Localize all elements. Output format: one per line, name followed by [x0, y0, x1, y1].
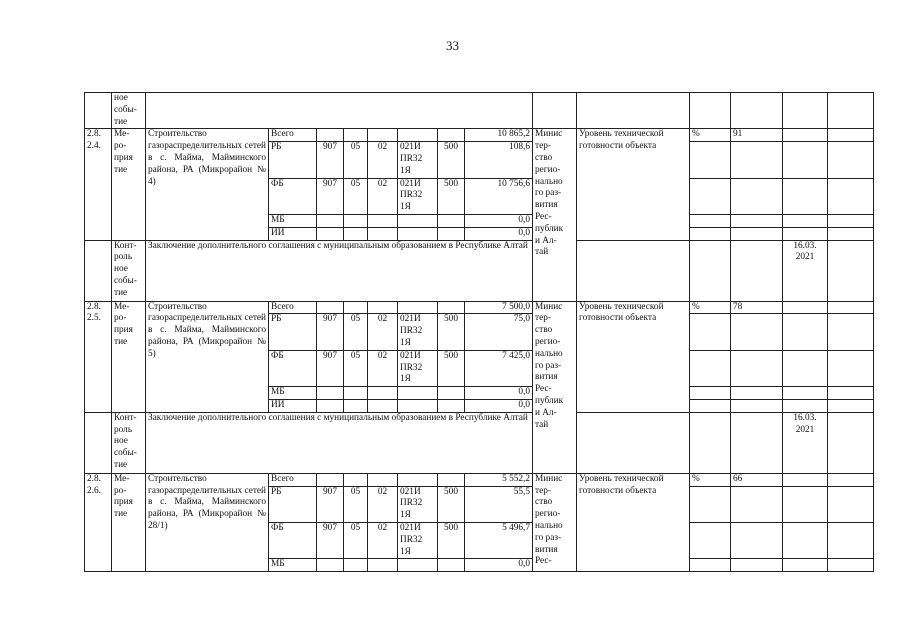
vr-cell: 500	[438, 142, 465, 178]
section-type: Ме- ро- прия тие	[112, 473, 146, 571]
source-cell: ФБ	[269, 350, 317, 386]
section-type: Ме- ро- прия тие	[112, 129, 146, 240]
grbs-cell: 907	[317, 522, 344, 558]
source-cell: ФБ	[269, 522, 317, 558]
top-fragment-type: ное собы- тие	[112, 93, 146, 129]
value-cell: 66	[731, 473, 783, 486]
sum-cell: 7 500,0	[465, 301, 533, 314]
section-name: Строительство газораспределительных сетей в с. Майма, Майминского района, РА (Микрорайон № 4)	[146, 129, 269, 240]
responsible-cell: Минис тер- ство регио- нально го раз- вития Рес-	[533, 473, 577, 571]
source-cell: РБ	[269, 486, 317, 522]
grbs-cell: 907	[317, 486, 344, 522]
rz-cell: 05	[344, 522, 368, 558]
table-row	[85, 301, 874, 314]
csr-cell: 021И ПR32 1Я	[398, 178, 438, 214]
source-cell: МБ	[269, 387, 317, 400]
section-code: 2.8. 2.6.	[85, 473, 112, 571]
sum-cell: 10 865,2	[465, 129, 533, 142]
rz-cell: 05	[344, 350, 368, 386]
event-text: Заключение дополнительного соглашения с муниципальным образованием в Республике Алтай	[146, 240, 533, 301]
event-text: Заключение дополнительного соглашения с муниципальным образованием в Республике Алтай	[146, 412, 533, 473]
responsible-cell: Минис тер- ство регио- нально го раз- вития Рес- публик и Ал- тай	[533, 129, 577, 301]
grbs-cell: 907	[317, 314, 344, 350]
pr-cell	[368, 129, 398, 142]
rz-cell	[344, 129, 368, 142]
unit-cell: %	[690, 301, 731, 314]
sum-cell: 5 552,2	[465, 473, 533, 486]
csr-cell: 021И ПR32 1Я	[398, 522, 438, 558]
pr-cell: 02	[368, 142, 398, 178]
program-table	[84, 92, 874, 572]
rz-cell: 05	[344, 314, 368, 350]
event-type: Конт- роль ное собы- тие	[112, 240, 146, 301]
csr-cell: 021И ПR32 1Я	[398, 350, 438, 386]
source-cell: ФБ	[269, 178, 317, 214]
vr-cell	[438, 129, 465, 142]
grbs-cell: 907	[317, 350, 344, 386]
grbs-cell	[317, 129, 344, 142]
indicator-cell: Уровень технической готовности объекта	[577, 301, 690, 412]
sum-cell: 10 756,6	[465, 178, 533, 214]
section-name: Строительство газораспределительных сетей в с. Майма, Майминского района, РА (Микрорайон № 5)	[146, 301, 269, 412]
section-code: 2.8. 2.4.	[85, 129, 112, 240]
sum-cell: 7 425,0	[465, 350, 533, 386]
top-fragment-row	[85, 93, 874, 129]
page-number: 33	[446, 38, 459, 53]
pr-cell: 02	[368, 522, 398, 558]
source-cell: МБ	[269, 214, 317, 227]
indicator-cell: Уровень технической готовности объекта	[577, 473, 690, 571]
unit-cell: %	[690, 129, 731, 142]
source-cell: Всего	[269, 473, 317, 486]
vr-cell: 500	[438, 486, 465, 522]
rz-cell: 05	[344, 142, 368, 178]
csr-cell	[398, 129, 438, 142]
sum-cell: 75,0	[465, 314, 533, 350]
source-cell: РБ	[269, 314, 317, 350]
value-cell: 91	[731, 129, 783, 142]
unit-cell: %	[690, 473, 731, 486]
grbs-cell: 907	[317, 142, 344, 178]
event-date: 16.03. 2021	[783, 412, 828, 473]
pr-cell: 02	[368, 314, 398, 350]
sum-cell: 0,0	[465, 399, 533, 412]
source-cell: ИИ	[269, 399, 317, 412]
source-cell: Всего	[269, 129, 317, 142]
sum-cell: 0,0	[465, 387, 533, 400]
vr-cell: 500	[438, 178, 465, 214]
table-row	[85, 473, 874, 486]
vr-cell: 500	[438, 522, 465, 558]
section-code: 2.8. 2.5.	[85, 301, 112, 412]
csr-cell: 021И ПR32 1Я	[398, 142, 438, 178]
control-event-row	[85, 240, 874, 301]
sum-cell: 5 496,7	[465, 522, 533, 558]
source-cell: РБ	[269, 142, 317, 178]
table-row	[85, 129, 874, 142]
pr-cell: 02	[368, 350, 398, 386]
csr-cell: 021И ПR32 1Я	[398, 314, 438, 350]
source-cell: Всего	[269, 301, 317, 314]
sum-cell: 0,0	[465, 559, 533, 572]
pr-cell: 02	[368, 178, 398, 214]
sum-cell: 0,0	[465, 227, 533, 240]
value-cell: 78	[731, 301, 783, 314]
indicator-cell: Уровень технической готовности объекта	[577, 129, 690, 240]
sum-cell: 55,5	[465, 486, 533, 522]
csr-cell: 021И ПR32 1Я	[398, 486, 438, 522]
vr-cell: 500	[438, 314, 465, 350]
responsible-cell: Минис тер- ство регио- нально го раз- вития Рес- публик и Ал- тай	[533, 301, 577, 473]
sum-cell: 0,0	[465, 214, 533, 227]
vr-cell: 500	[438, 350, 465, 386]
sum-cell: 108,6	[465, 142, 533, 178]
rz-cell: 05	[344, 486, 368, 522]
grbs-cell: 907	[317, 178, 344, 214]
pr-cell: 02	[368, 486, 398, 522]
source-cell: ИИ	[269, 227, 317, 240]
source-cell: МБ	[269, 559, 317, 572]
control-event-row	[85, 412, 874, 473]
section-type: Ме- ро- прия тие	[112, 301, 146, 412]
section-name: Строительство газораспределительных сетей в с. Майма, Майминского района, РА (Микрорайон № 28/1)	[146, 473, 269, 571]
rz-cell: 05	[344, 178, 368, 214]
event-type: Конт- роль ное собы- тие	[112, 412, 146, 473]
event-date: 16.03. 2021	[783, 240, 828, 301]
